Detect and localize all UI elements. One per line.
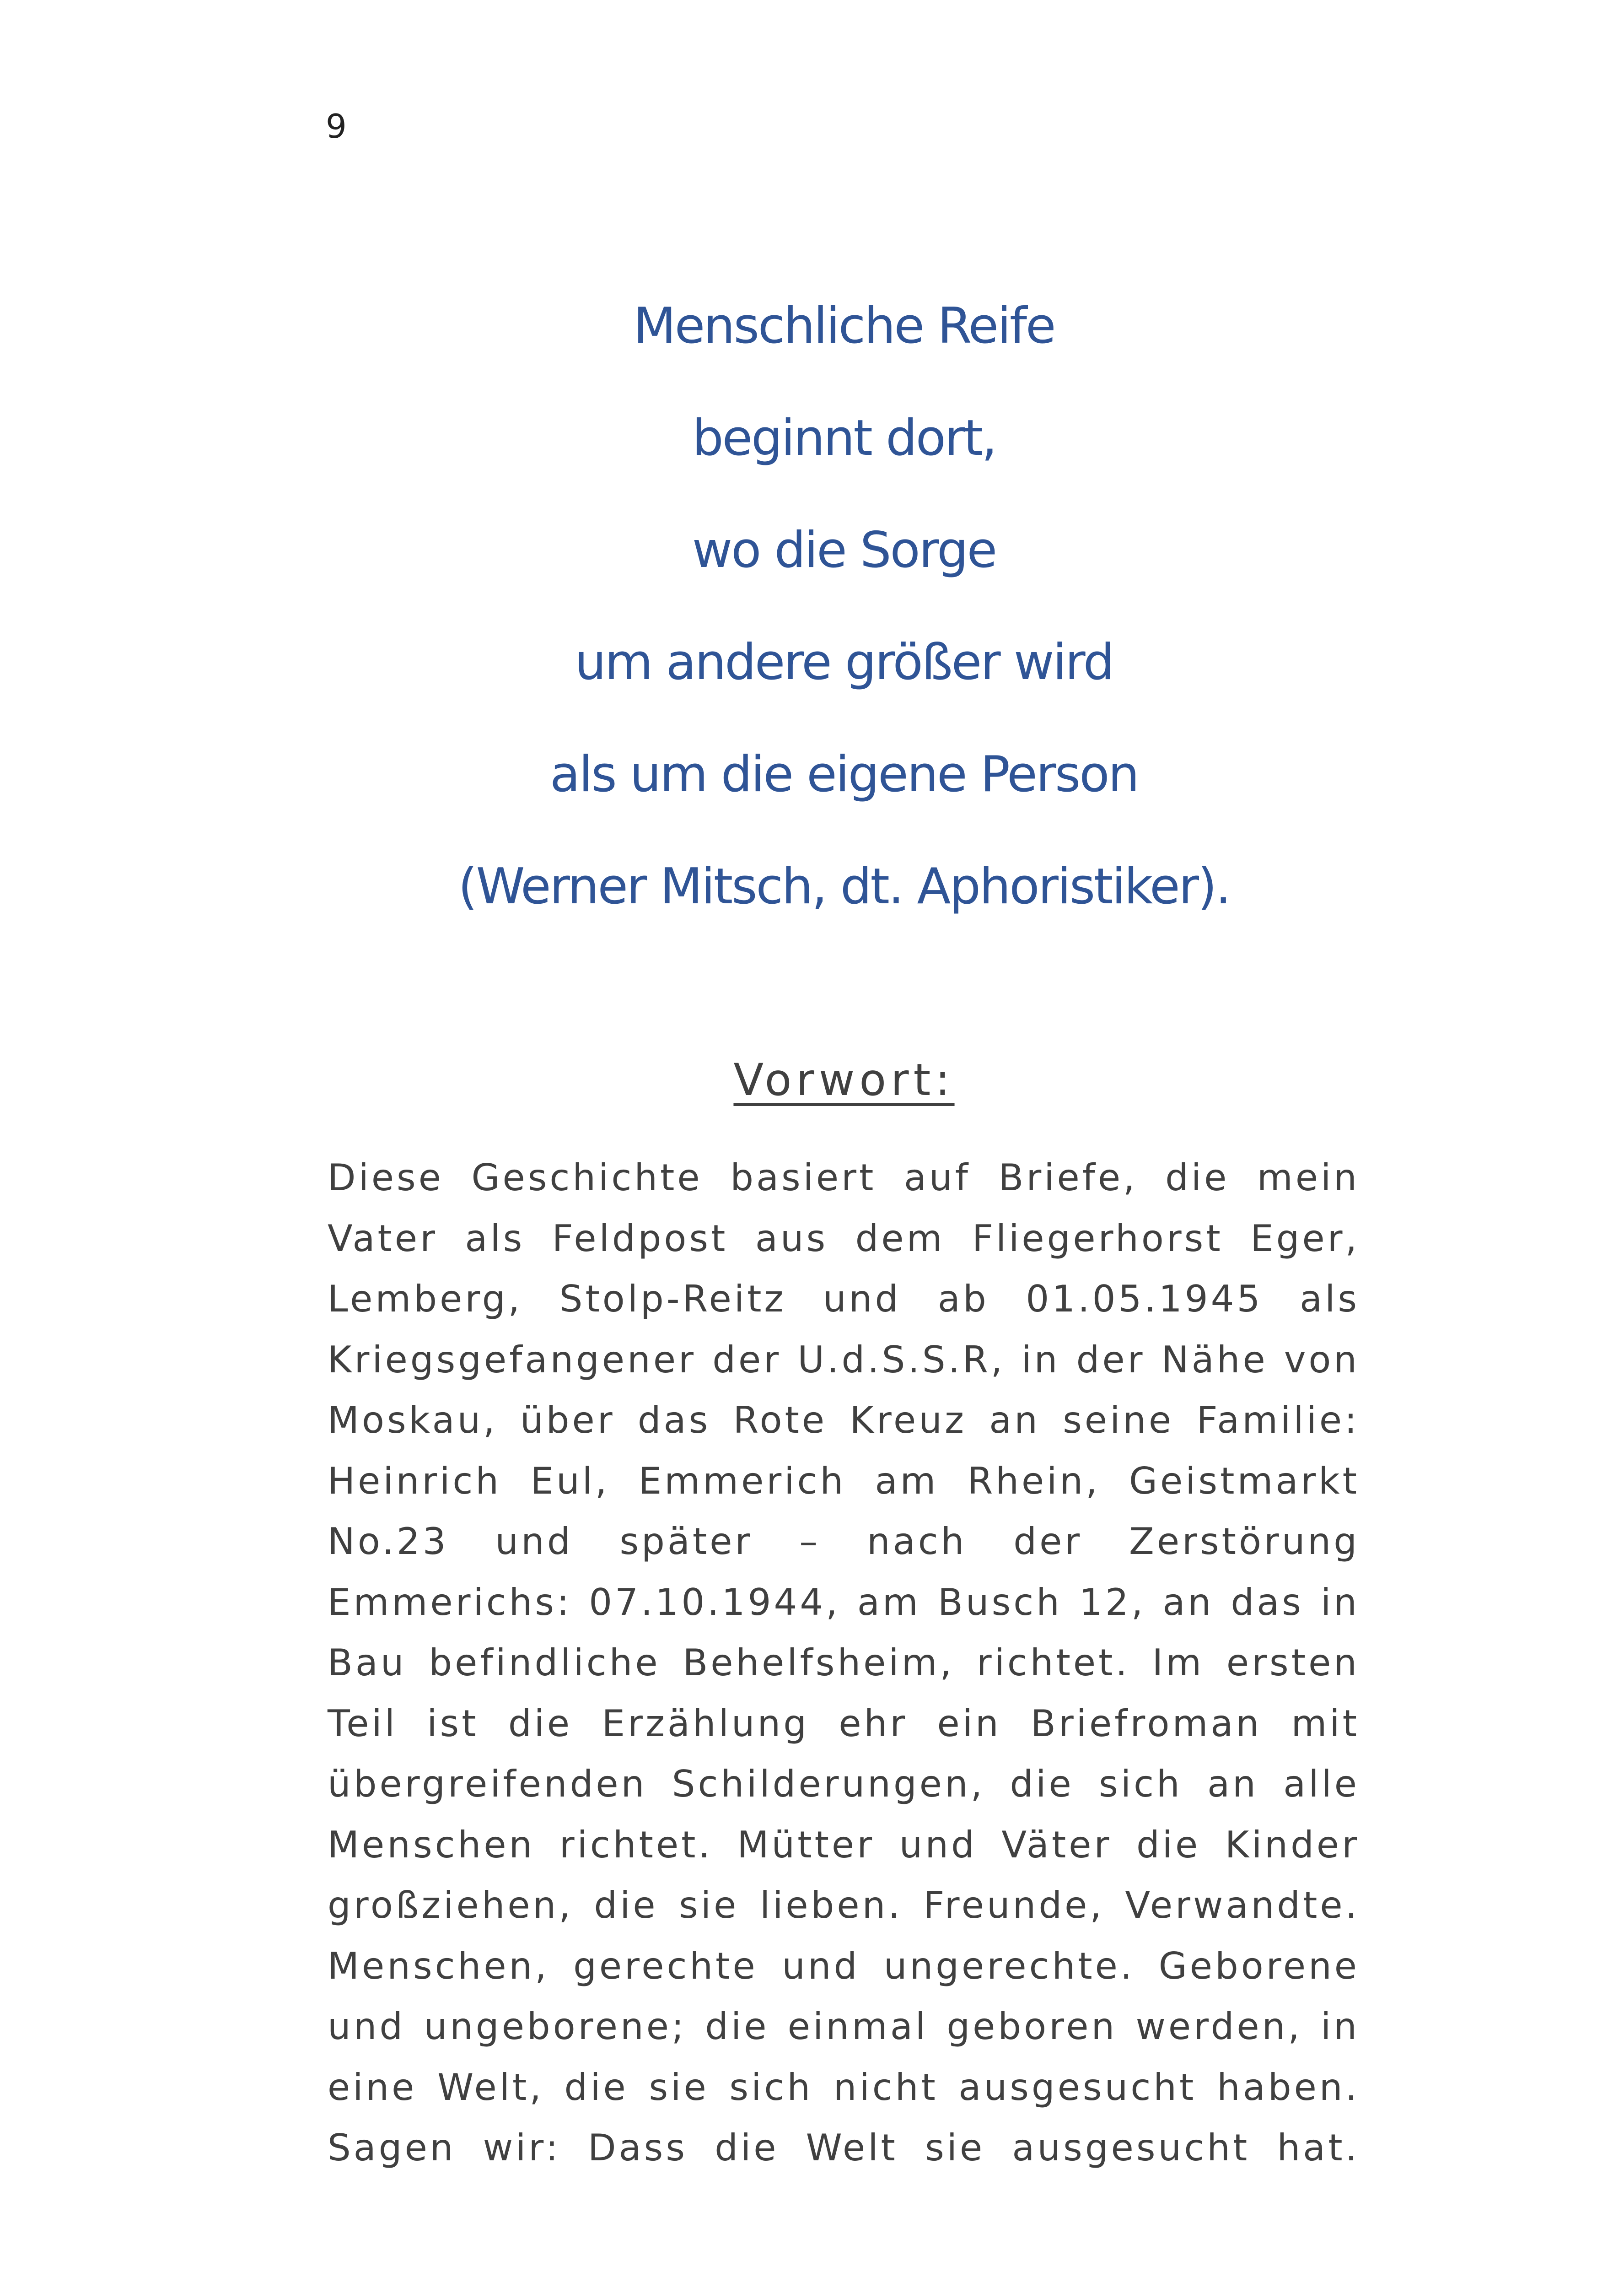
preface-line: großziehen, die sie lieben. Freunde, Verwandte. — [328, 1884, 1360, 1926]
preface-line: Sagen wir: Dass die Welt sie ausgesucht hat. — [328, 2126, 1360, 2169]
preface-line: Bau befindliche Behelfsheim, richtet. Im ersten — [328, 1641, 1360, 1684]
motto-line: beginnt dort, — [692, 410, 996, 467]
preface-line: und ungeborene; die einmal geboren werden, in — [328, 2005, 1360, 2048]
preface-line: Teil ist die Erzählung ehr ein Briefroman mit — [328, 1702, 1360, 1745]
preface-line: Lemberg, Stolp-Reitz und ab 01.05.1945 als — [328, 1278, 1360, 1320]
preface-body — [328, 1148, 1360, 2179]
preface-line: Menschen, gerechte und ungerechte. Geborene — [328, 1944, 1360, 1987]
motto-quote — [320, 270, 1368, 943]
preface-line: Menschen richtet. Mütter und Väter die Kinder — [328, 1823, 1360, 1866]
preface-line: Vater als Feldpost aus dem Fliegerhorst Eger, — [328, 1217, 1360, 1260]
preface-line: übergreifenden Schilderungen, die sich an alle — [328, 1763, 1360, 1805]
motto-line: um andere größer wird — [575, 634, 1113, 691]
page-number: 9 — [326, 107, 347, 146]
preface-line: Kriegsgefangener der U.d.S.S.R, in der Nähe von — [328, 1338, 1360, 1381]
preface-line: Moskau, über das Rote Kreuz an seine Familie: — [328, 1399, 1360, 1441]
motto-line: als um die eigene Person — [550, 746, 1138, 803]
preface-heading-text: Vorwort: — [733, 1054, 955, 1106]
preface-line: No.23 und später – nach der Zerstörung — [328, 1520, 1360, 1563]
preface-line: eine Welt, die sie sich nicht ausgesucht haben. — [328, 2066, 1360, 2109]
preface-line: Heinrich Eul, Emmerich am Rhein, Geistmarkt — [328, 1459, 1360, 1502]
motto-attribution: (Werner Mitsch, dt. Aphoristiker). — [458, 858, 1230, 915]
motto-line: Menschliche Reife — [633, 297, 1055, 355]
motto-line: wo die Sorge — [692, 522, 996, 579]
preface-heading — [320, 1048, 1368, 1112]
preface-line: Emmerichs: 07.10.1944, am Busch 12, an das in — [328, 1581, 1360, 1624]
preface-line: Diese Geschichte basiert auf Briefe, die mein — [328, 1156, 1360, 1199]
